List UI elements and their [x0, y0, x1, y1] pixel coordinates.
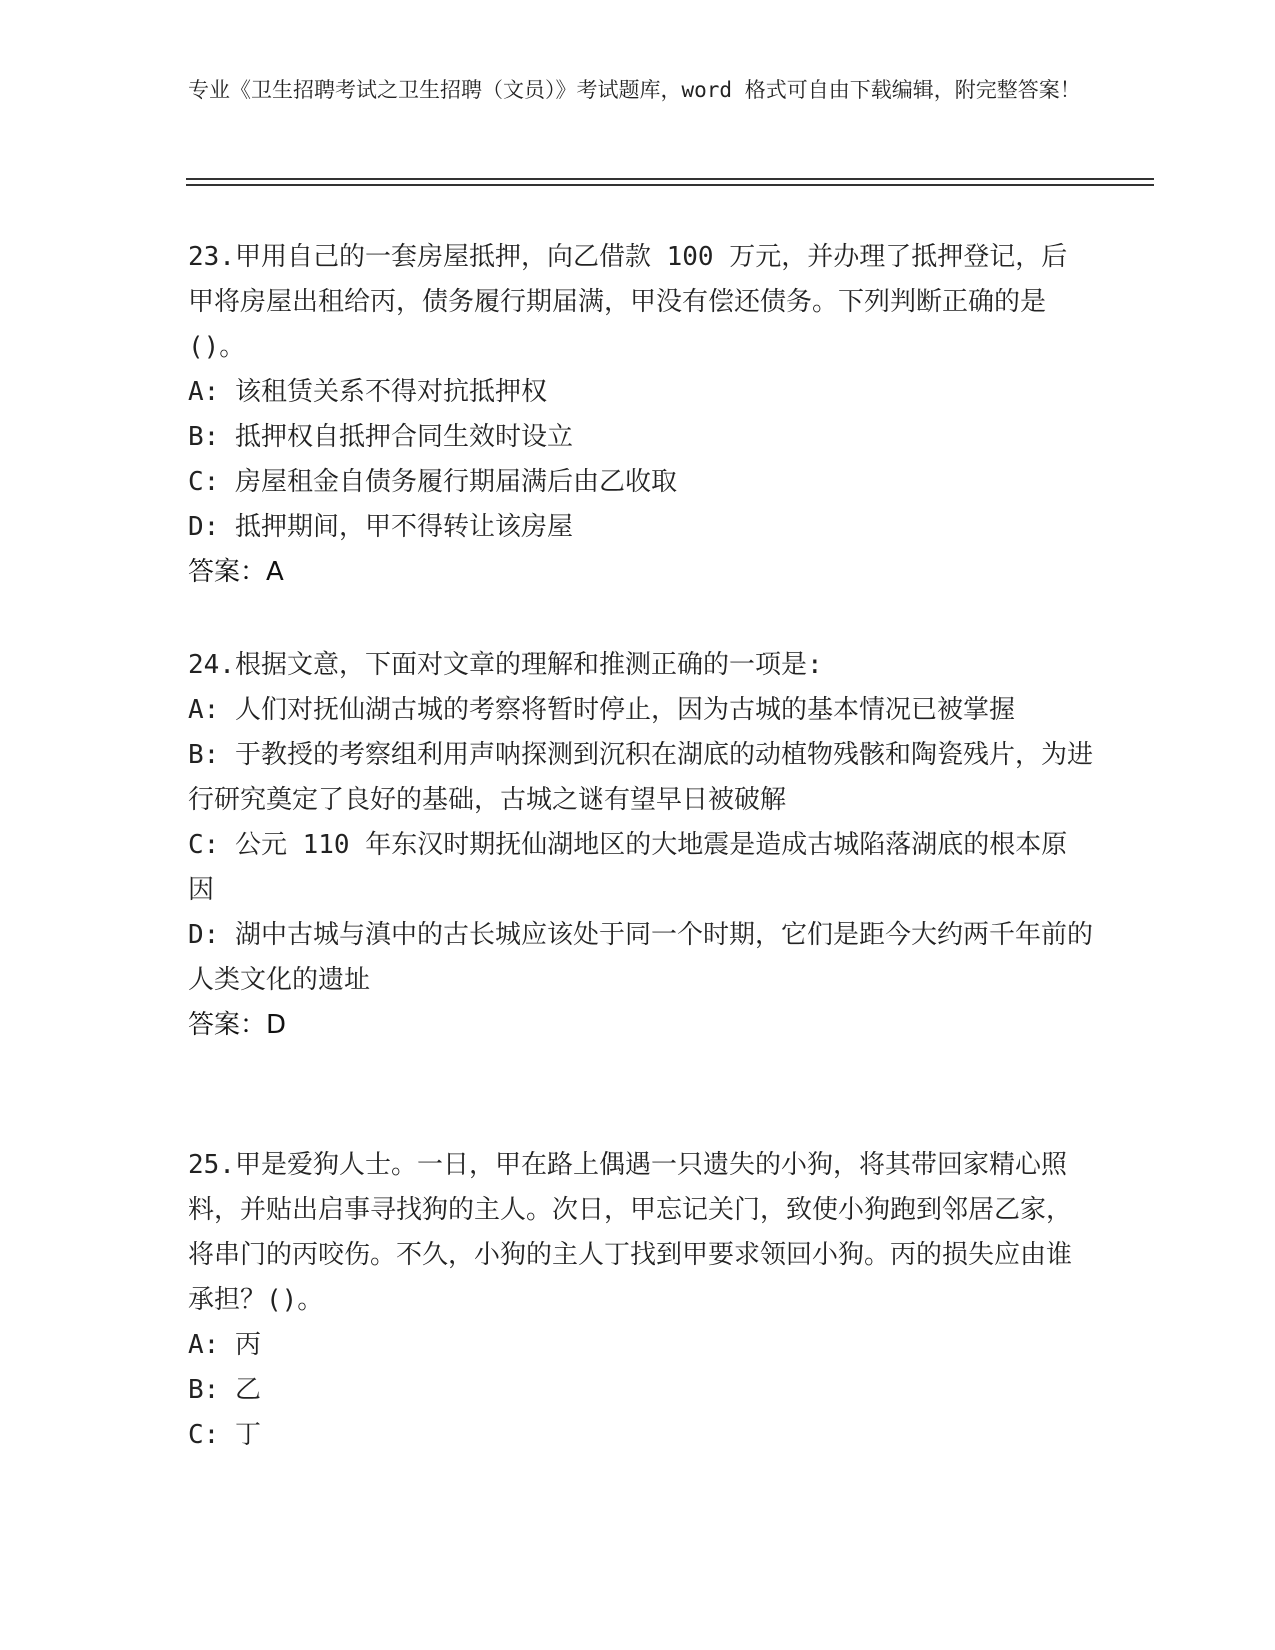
- question-23: [188, 235, 1093, 595]
- option-a: A: 人们对抚仙湖古城的考察将暂时停止，因为古城的基本情况已被掌握: [188, 695, 1015, 725]
- option-a: A: 该租赁关系不得对抗抵押权: [188, 377, 547, 407]
- answer: 答案：A: [188, 557, 284, 587]
- question-stem: 25.甲是爱狗人士。一日，甲在路上偶遇一只遗失的小狗，将其带回家精心照料，并贴出启事寻找狗的主人。次日，甲忘记关门，致使小狗跑到邻居乙家，将串门的丙咬伤。不久，小狗的主人丁找到甲要求领回小狗。丙的损失应由谁承担？()。: [188, 1150, 1073, 1315]
- answer: 答案：D: [188, 1010, 287, 1040]
- option-d: D: 湖中古城与滇中的古长城应该处于同一个时期，它们是距今大约两千年前的人类文化的遗址: [188, 920, 1093, 995]
- option-c: C: 丁: [188, 1420, 261, 1450]
- option-b: B: 抵押权自抵押合同生效时设立: [188, 422, 573, 452]
- question-24: [188, 643, 1093, 1048]
- question-stem: 23.甲用自己的一套房屋抵押，向乙借款 100 万元，并办理了抵押登记，后甲将房屋出租给丙，债务履行期届满，甲没有偿还债务。下列判断正确的是()。: [188, 242, 1068, 362]
- question-stem: 24.根据文意，下面对文章的理解和推测正确的一项是:: [188, 650, 823, 680]
- option-d: D: 抵押期间，甲不得转让该房屋: [188, 512, 573, 542]
- header-rule-bottom: [186, 184, 1154, 186]
- option-a: A: 丙: [188, 1330, 261, 1360]
- question-25: [188, 1143, 1093, 1458]
- option-b: B: 于教授的考察组利用声呐探测到沉积在湖底的动植物残骸和陶瓷残片，为进行研究奠定了良好的基础，古城之谜有望早日被破解: [188, 740, 1093, 815]
- document-header: 专业《卫生招聘考试之卫生招聘（文员）》考试题库，word 格式可自由下载编辑，附完整答案！: [188, 78, 1081, 102]
- option-c: C: 房屋租金自债务履行期届满后由乙收取: [188, 467, 677, 497]
- header-rule-top: [186, 178, 1154, 180]
- option-c: C: 公元 110 年东汉时期抚仙湖地区的大地震是造成古城陷落湖底的根本原因: [188, 830, 1068, 905]
- option-b: B: 乙: [188, 1375, 261, 1405]
